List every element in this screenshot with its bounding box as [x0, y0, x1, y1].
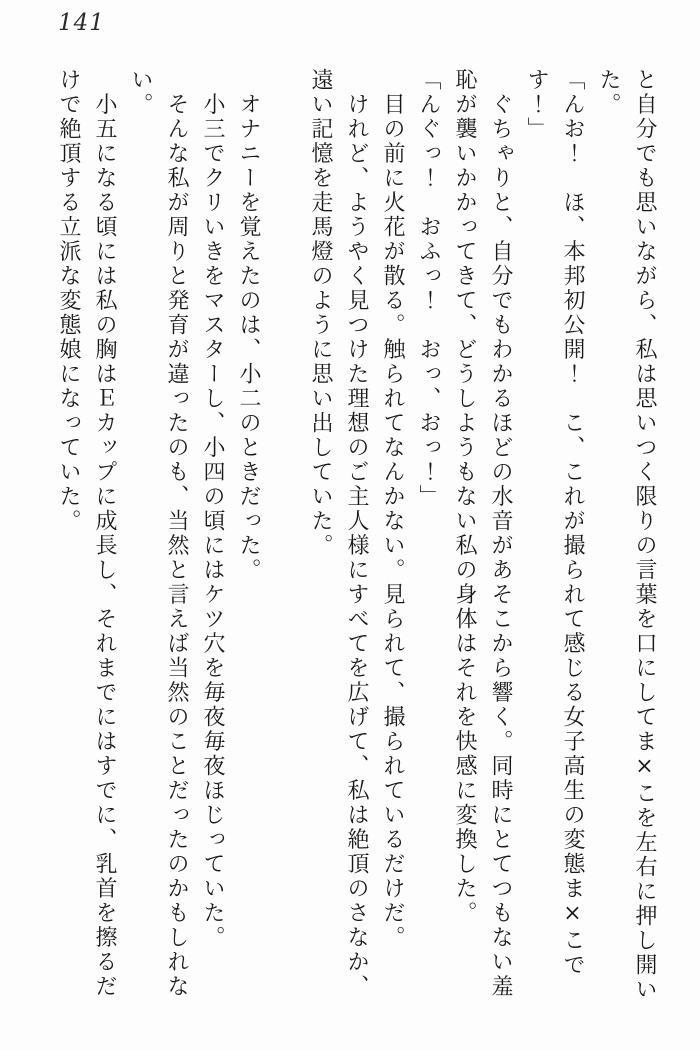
text-line: と自分でも思いながら、私は思いつく限りの言葉を口にしてま×こを左右に押し開い — [632, 68, 657, 1002]
text-line: す！」 — [524, 68, 549, 142]
text-line: 「んお！ ほ、本邦初公開！ こ、これが撮られて感じる女子高生の変態ま×こで — [560, 68, 585, 978]
text-line: 「んぐっ！ おふっ！ おっ、おっ！」 — [416, 68, 441, 509]
text-line — [273, 68, 296, 1050]
page-number: 141 — [58, 10, 105, 36]
text-line: い。 — [128, 68, 153, 117]
text-line: そんな私が周りと発育が違ったのも、当然と言えば当然のことだったのかもしれな — [164, 68, 189, 999]
text-line: 小三でクリいきをマスターし、小四の頃にはケツ穴を毎夜毎夜ほじっていた。 — [200, 68, 225, 950]
vertical-text-area — [44, 0, 700, 1050]
text-line: た。 — [596, 68, 621, 117]
text-line: 遠い記憶を走馬燈のように思い出していた。 — [308, 68, 333, 558]
text-line: 恥が襲いかかってきて、どうしようもない私の身体はそれを快感に変換した。 — [452, 68, 477, 926]
text-line: オナニーを覚えたのは、小二のときだった。 — [236, 68, 261, 583]
text-line: けれど、ようやく見つけた理想のご主人様にすべてを広げて、私は絶頂のさなか、 — [344, 68, 369, 999]
text-line: 目の前に火花が散る。触られてなんかない。見られて、撮られているだけだ。 — [380, 68, 405, 950]
text-line: けで絶頂する立派な変態娘になっていた。 — [56, 68, 81, 534]
text-line: ぐちゃりと、自分でもわかるほどの水音があそこから響く。同時にとてつもない羞 — [488, 68, 513, 999]
text-line: 小五になる頃には私の胸はＥカップに成長し、それまでにはすでに、乳首を擦るだ — [92, 68, 117, 999]
